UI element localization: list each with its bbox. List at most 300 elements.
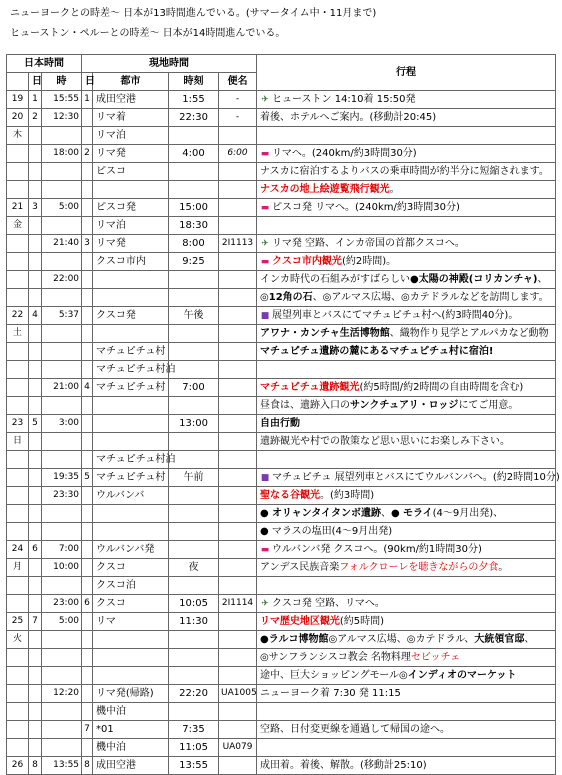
local-day-cell: 7 — [82, 721, 93, 739]
detail-text: 。 — [498, 562, 509, 573]
local-time-cell: 午後 — [169, 307, 219, 325]
japan-time-cell: 23:30 — [42, 487, 82, 505]
table-row — [7, 271, 556, 289]
city-cell: クスコ市内 — [93, 253, 169, 271]
local-day-cell — [82, 541, 93, 559]
note-new-york: ニューヨークとの時差～ 日本が13時間進んでいる。(サマータイム中・11月まで) — [10, 8, 377, 19]
itinerary-detail-cell — [257, 559, 556, 577]
flight-cell — [219, 613, 257, 631]
detail-text: ●ラルコ博物館 — [260, 634, 329, 645]
local-time-cell: 11:05 — [169, 739, 219, 757]
itinerary-detail-cell — [257, 235, 556, 253]
japan-day-number-cell — [29, 649, 42, 667]
japan-day-number-cell — [29, 379, 42, 397]
table-row — [7, 433, 556, 451]
flight-cell — [219, 487, 257, 505]
itinerary-detail-cell — [257, 433, 556, 451]
table-row — [7, 379, 556, 397]
detail-text: クスコ市内観光 — [272, 255, 342, 267]
itinerary-detail-cell — [257, 667, 556, 685]
itinerary-detail-cell — [257, 289, 556, 307]
japan-day-number-cell: 7 — [29, 613, 42, 631]
city-cell — [93, 415, 169, 433]
detail-text: ピスコ発 リマへ。(240km/約3時間30分) — [272, 201, 460, 213]
table-row — [7, 235, 556, 253]
local-time-cell: 9:25 — [169, 253, 219, 271]
local-time-cell — [169, 325, 219, 343]
itinerary-detail-cell — [257, 181, 556, 199]
japan-day-number-cell: 2 — [29, 109, 42, 127]
table-row — [7, 145, 556, 163]
flight-cell — [219, 289, 257, 307]
local-time-cell: 10:05 — [169, 595, 219, 613]
bus-icon: ▬ — [260, 148, 270, 159]
japan-time-cell: 5:37 — [42, 307, 82, 325]
local-day-cell — [82, 523, 93, 541]
japan-day-number-cell — [29, 271, 42, 289]
detail-text: サンクチュアリ・ロッジ — [350, 400, 459, 411]
table-row — [7, 505, 556, 523]
japan-date-cell: 金 — [7, 217, 29, 235]
local-day-cell: 8 — [82, 757, 93, 775]
detail-text: 大統領官邸 — [474, 634, 525, 645]
itinerary-detail-cell — [257, 595, 556, 613]
detail-text: ● — [260, 508, 272, 519]
flight-cell: UA1005 — [219, 685, 257, 703]
itinerary-detail-cell — [257, 703, 556, 721]
local-time-cell — [169, 361, 219, 379]
detail-text: 、● — [381, 508, 403, 519]
local-time-cell: 8:00 — [169, 235, 219, 253]
flight-cell — [219, 559, 257, 577]
japan-day-number-cell — [29, 235, 42, 253]
detail-text: 、◎アルマス広場、◎カテドラルなどを訪問します。 — [312, 292, 549, 303]
city-cell: ピスコ発 — [93, 199, 169, 217]
local-time-cell: 22:20 — [169, 685, 219, 703]
local-day-cell — [82, 703, 93, 721]
japan-time-cell: 5:00 — [42, 613, 82, 631]
japan-time-cell: 22:00 — [42, 271, 82, 289]
local-day-cell — [82, 127, 93, 145]
japan-date-cell: 26 — [7, 757, 29, 775]
header-day: 日 — [29, 73, 42, 91]
table-row — [7, 469, 556, 487]
flight-cell — [219, 631, 257, 649]
header-time: 時 — [42, 73, 82, 91]
japan-day-number-cell — [29, 451, 42, 469]
flight-cell — [219, 217, 257, 235]
japan-date-cell: 火 — [7, 631, 29, 649]
japan-day-number-cell — [29, 667, 42, 685]
japan-date-cell: 木 — [7, 127, 29, 145]
japan-date-cell: 19 — [7, 91, 29, 109]
flight-cell — [219, 703, 257, 721]
detail-text: 着後、ホテルへご案内。(移動計20:45) — [260, 112, 437, 123]
japan-time-cell — [42, 739, 82, 757]
table-row — [7, 199, 556, 217]
itinerary-detail-cell — [257, 487, 556, 505]
japan-date-cell — [7, 505, 29, 523]
local-time-cell — [169, 577, 219, 595]
itinerary-detail-cell — [257, 469, 560, 487]
japan-day-number-cell — [29, 145, 42, 163]
train-icon: ■ — [260, 472, 270, 483]
flight-cell: 2I1113 — [219, 235, 257, 253]
japan-date-cell — [7, 469, 29, 487]
local-day-cell: 5 — [82, 469, 93, 487]
local-time-cell: 1:55 — [169, 91, 219, 109]
japan-date-cell — [7, 289, 29, 307]
city-cell: クスコ泊 — [93, 577, 169, 595]
detail-text: (4～9月出発)、 — [432, 508, 504, 519]
flight-cell — [219, 451, 257, 469]
bus-icon: ▬ — [260, 202, 270, 213]
japan-day-number-cell — [29, 253, 42, 271]
itinerary-detail-cell — [257, 199, 556, 217]
flight-cell — [219, 307, 257, 325]
japan-time-cell: 23:00 — [42, 595, 82, 613]
japan-day-number-cell — [29, 721, 42, 739]
local-day-cell: 6 — [82, 595, 93, 613]
japan-time-cell: 15:55 — [42, 91, 82, 109]
local-time-cell — [169, 181, 219, 199]
japan-day-number-cell — [29, 289, 42, 307]
local-time-cell: 15:00 — [169, 199, 219, 217]
japan-time-cell — [42, 505, 82, 523]
japan-date-cell — [7, 253, 29, 271]
detail-text: オリャンタイタンボ遺跡 — [271, 508, 382, 519]
japan-date-cell — [7, 577, 29, 595]
flight-cell — [219, 397, 257, 415]
local-day-cell — [82, 109, 93, 127]
japan-date-cell — [7, 361, 29, 379]
detail-text: クスコ発 空路、リマへ。 — [272, 597, 385, 609]
detail-text: セビッチェ — [410, 652, 461, 663]
itinerary-detail-cell — [257, 379, 556, 397]
local-time-cell — [169, 271, 219, 289]
detail-text: ナスカの地上絵遊覧飛行観光 — [260, 184, 390, 195]
local-time-cell — [169, 703, 219, 721]
local-day-cell — [82, 559, 93, 577]
flight-cell — [219, 343, 257, 361]
table-row — [7, 397, 556, 415]
japan-date-cell — [7, 523, 29, 541]
local-time-cell: 22:30 — [169, 109, 219, 127]
itinerary-detail-cell — [257, 613, 556, 631]
local-day-cell — [82, 685, 93, 703]
table-row — [7, 667, 556, 685]
japan-date-cell: 25 — [7, 613, 29, 631]
japan-time-cell: 7:00 — [42, 541, 82, 559]
city-cell — [93, 325, 169, 343]
japan-date-cell — [7, 667, 29, 685]
japan-time-cell — [42, 631, 82, 649]
japan-date-cell — [7, 235, 29, 253]
header-city: 都市 — [93, 73, 169, 91]
itinerary-detail-cell — [257, 253, 556, 271]
detail-text: フォルクローレを聴きながらの夕食 — [339, 562, 499, 573]
flight-cell — [219, 199, 257, 217]
japan-date-cell: 22 — [7, 307, 29, 325]
local-day-cell — [82, 613, 93, 631]
japan-time-cell — [42, 397, 82, 415]
detail-text: 、織物作り見学とアルパカなど動物 — [389, 328, 549, 339]
local-day-cell — [82, 289, 93, 307]
japan-day-number-cell — [29, 523, 42, 541]
header-local-time: 現地時間 — [82, 55, 257, 73]
japan-time-cell — [42, 289, 82, 307]
city-cell: クスコ — [93, 595, 169, 613]
city-cell: マチュピチュ村泊 — [93, 451, 169, 469]
japan-day-number-cell — [29, 703, 42, 721]
table-row — [7, 91, 556, 109]
city-cell: クスコ — [93, 559, 169, 577]
table-row — [7, 325, 556, 343]
detail-text: 、 — [537, 274, 548, 285]
local-time-cell — [169, 505, 219, 523]
detail-text: ウルバンバ発 クスコへ。(90km/約1時間30分) — [272, 543, 482, 555]
flight-cell: 6:00 — [219, 145, 257, 163]
detail-text: ◎サンフランシスコ教会 名物料理 — [260, 652, 411, 663]
itinerary-detail-cell — [257, 739, 556, 757]
flight-cell — [219, 757, 257, 775]
table-row — [7, 559, 556, 577]
japan-time-cell: 12:30 — [42, 109, 82, 127]
detail-text: リマへ。(240km/約3時間30分) — [272, 147, 417, 159]
local-time-cell: 13:55 — [169, 757, 219, 775]
japan-day-number-cell — [29, 469, 42, 487]
japan-time-cell — [42, 577, 82, 595]
local-time-cell — [169, 433, 219, 451]
city-cell: マチュピチュ村 — [93, 343, 169, 361]
japan-date-cell — [7, 487, 29, 505]
flight-cell — [219, 433, 257, 451]
detail-text: リマ発 空路、インカ帝国の首都クスコへ。 — [272, 237, 465, 249]
table-row — [7, 523, 556, 541]
local-time-cell — [169, 541, 219, 559]
japan-date-cell — [7, 163, 29, 181]
detail-text: 昼食は、遺跡入口の — [260, 400, 351, 411]
itinerary-detail-cell — [257, 307, 556, 325]
itinerary-detail-cell — [257, 451, 556, 469]
japan-date-cell: 月 — [7, 559, 29, 577]
local-day-cell — [82, 181, 93, 199]
city-cell: ウルバンバ — [93, 487, 169, 505]
train-icon: ■ — [260, 310, 270, 321]
japan-time-cell — [42, 451, 82, 469]
japan-date-cell — [7, 721, 29, 739]
detail-text: マチュピチュ遺跡観光 — [260, 382, 360, 393]
city-cell: マチュピチュ村泊 — [93, 361, 169, 379]
flight-cell — [219, 163, 257, 181]
japan-time-cell — [42, 253, 82, 271]
header-flight: 便名 — [219, 73, 257, 91]
japan-time-cell — [42, 217, 82, 235]
itinerary-detail-cell — [257, 325, 556, 343]
japan-time-cell — [42, 721, 82, 739]
japan-date-cell: 日 — [7, 433, 29, 451]
japan-day-number-cell — [29, 631, 42, 649]
city-cell: 機中泊 — [93, 703, 169, 721]
japan-date-cell: 23 — [7, 415, 29, 433]
japan-day-number-cell — [29, 739, 42, 757]
city-cell — [93, 523, 169, 541]
japan-time-cell — [42, 325, 82, 343]
note-houston-peru: ヒューストン・ペルーとの時差～ 日本が14時間進んでいる。 — [10, 28, 286, 39]
japan-day-number-cell — [29, 163, 42, 181]
local-time-cell: 18:30 — [169, 217, 219, 235]
local-time-cell — [169, 343, 219, 361]
detail-text: にてご用意。 — [458, 400, 519, 411]
japan-date-cell — [7, 649, 29, 667]
detail-text: ●太陽の神殿(コリカンチャ) — [410, 274, 538, 285]
japan-date-cell — [7, 397, 29, 415]
japan-time-cell — [42, 181, 82, 199]
japan-time-cell — [42, 703, 82, 721]
city-cell: *01 — [93, 721, 169, 739]
detail-text: インディオのマーケット — [407, 670, 517, 681]
table-row — [7, 307, 556, 325]
itinerary-table — [6, 54, 560, 775]
itinerary-body — [7, 91, 560, 775]
table-row — [7, 415, 556, 433]
itinerary-detail-cell — [257, 91, 556, 109]
local-day-cell: 4 — [82, 379, 93, 397]
table-row — [7, 343, 556, 361]
local-day-cell — [82, 649, 93, 667]
header-blank — [7, 73, 29, 91]
bus-icon: ▬ — [260, 256, 270, 267]
flight-cell — [219, 649, 257, 667]
japan-date-cell — [7, 451, 29, 469]
detail-text: 空路、日付変更線を通過して帰国の途へ。 — [260, 724, 451, 735]
japan-day-number-cell: 5 — [29, 415, 42, 433]
japan-time-cell: 12:20 — [42, 685, 82, 703]
itinerary-detail-cell — [257, 505, 556, 523]
flight-cell — [219, 127, 257, 145]
city-cell: 成田空港 — [93, 757, 169, 775]
japan-time-cell: 21:40 — [42, 235, 82, 253]
flight-cell — [219, 469, 257, 487]
local-time-cell — [169, 451, 219, 469]
itinerary-detail-cell — [257, 757, 556, 775]
japan-date-cell: 土 — [7, 325, 29, 343]
city-cell: リマ泊 — [93, 127, 169, 145]
local-time-cell — [169, 397, 219, 415]
table-row — [7, 757, 556, 775]
itinerary-detail-cell — [257, 127, 556, 145]
itinerary-detail-cell — [257, 523, 556, 541]
japan-day-number-cell: 1 — [29, 91, 42, 109]
city-cell — [93, 271, 169, 289]
table-row — [7, 649, 556, 667]
japan-day-number-cell — [29, 127, 42, 145]
table-row — [7, 181, 556, 199]
city-cell — [93, 505, 169, 523]
detail-text: 。 — [389, 184, 400, 195]
itinerary-detail-cell — [257, 415, 556, 433]
local-time-cell — [169, 649, 219, 667]
japan-date-cell — [7, 181, 29, 199]
japan-time-cell: 13:55 — [42, 757, 82, 775]
detail-text: インカ時代の石組みがすばらしい — [260, 274, 411, 285]
local-day-cell — [82, 397, 93, 415]
japan-day-number-cell — [29, 433, 42, 451]
detail-text: ● マラスの塩田(4～9月出発) — [260, 526, 393, 537]
itinerary-detail-cell — [257, 721, 556, 739]
table-row — [7, 109, 556, 127]
japan-day-number-cell: 6 — [29, 541, 42, 559]
table-row — [7, 703, 556, 721]
bus-icon: ▬ — [260, 544, 270, 555]
flight-cell — [219, 253, 257, 271]
table-row — [7, 721, 556, 739]
header-japan-time: 日本時間 — [7, 55, 82, 73]
japan-time-cell: 10:00 — [42, 559, 82, 577]
table-row — [7, 451, 556, 469]
flight-cell — [219, 523, 257, 541]
local-time-cell — [169, 667, 219, 685]
detail-text: ◎12角の石 — [260, 292, 313, 303]
local-day-cell — [82, 325, 93, 343]
japan-day-number-cell — [29, 325, 42, 343]
local-day-cell — [82, 163, 93, 181]
detail-text: ◎アルマス広場、◎カテドラル、 — [328, 634, 475, 645]
local-time-cell — [169, 523, 219, 541]
flight-cell — [219, 577, 257, 595]
detail-text: マチュピチュ 展望列車とバスにてウルバンバへ。(約2時間10分) — [272, 471, 560, 483]
table-row — [7, 361, 556, 379]
city-cell: ピスコ — [93, 163, 169, 181]
itinerary-detail-cell — [257, 163, 556, 181]
local-day-cell — [82, 487, 93, 505]
japan-time-cell — [42, 667, 82, 685]
japan-time-cell — [42, 649, 82, 667]
japan-day-number-cell — [29, 397, 42, 415]
local-time-cell — [169, 127, 219, 145]
detail-text: 。(約3時間) — [320, 490, 375, 501]
table-row — [7, 163, 556, 181]
japan-time-cell — [42, 343, 82, 361]
header-itinerary: 行程 — [257, 55, 556, 91]
japan-day-number-cell — [29, 487, 42, 505]
japan-date-cell — [7, 685, 29, 703]
table-row — [7, 613, 556, 631]
local-day-cell — [82, 343, 93, 361]
plane-icon: ✈ — [261, 238, 269, 249]
japan-time-cell: 3:00 — [42, 415, 82, 433]
flight-cell: - — [219, 109, 257, 127]
detail-text: (約5時間) — [339, 616, 385, 627]
local-day-cell — [82, 739, 93, 757]
detail-text: マチュピチュ遺跡の麓にあるマチュピチュ村に宿泊! — [260, 346, 494, 357]
local-day-cell — [82, 415, 93, 433]
itinerary-detail-cell — [257, 361, 556, 379]
table-row — [7, 487, 556, 505]
local-day-cell — [82, 631, 93, 649]
flight-cell — [219, 415, 257, 433]
city-cell: マチュピチュ村 — [93, 379, 169, 397]
local-time-cell: 4:00 — [169, 145, 219, 163]
flight-cell: 2I1114 — [219, 595, 257, 613]
table-row — [7, 595, 556, 613]
time-difference-notes — [10, 4, 376, 44]
japan-time-cell — [42, 433, 82, 451]
detail-text: ニューヨーク着 7:30 発 11:15 — [260, 688, 401, 699]
itinerary-detail-cell — [257, 271, 556, 289]
city-cell — [93, 667, 169, 685]
detail-text: 遺跡観光や村での散策など思い思いにお楽しみ下さい。 — [260, 436, 511, 447]
